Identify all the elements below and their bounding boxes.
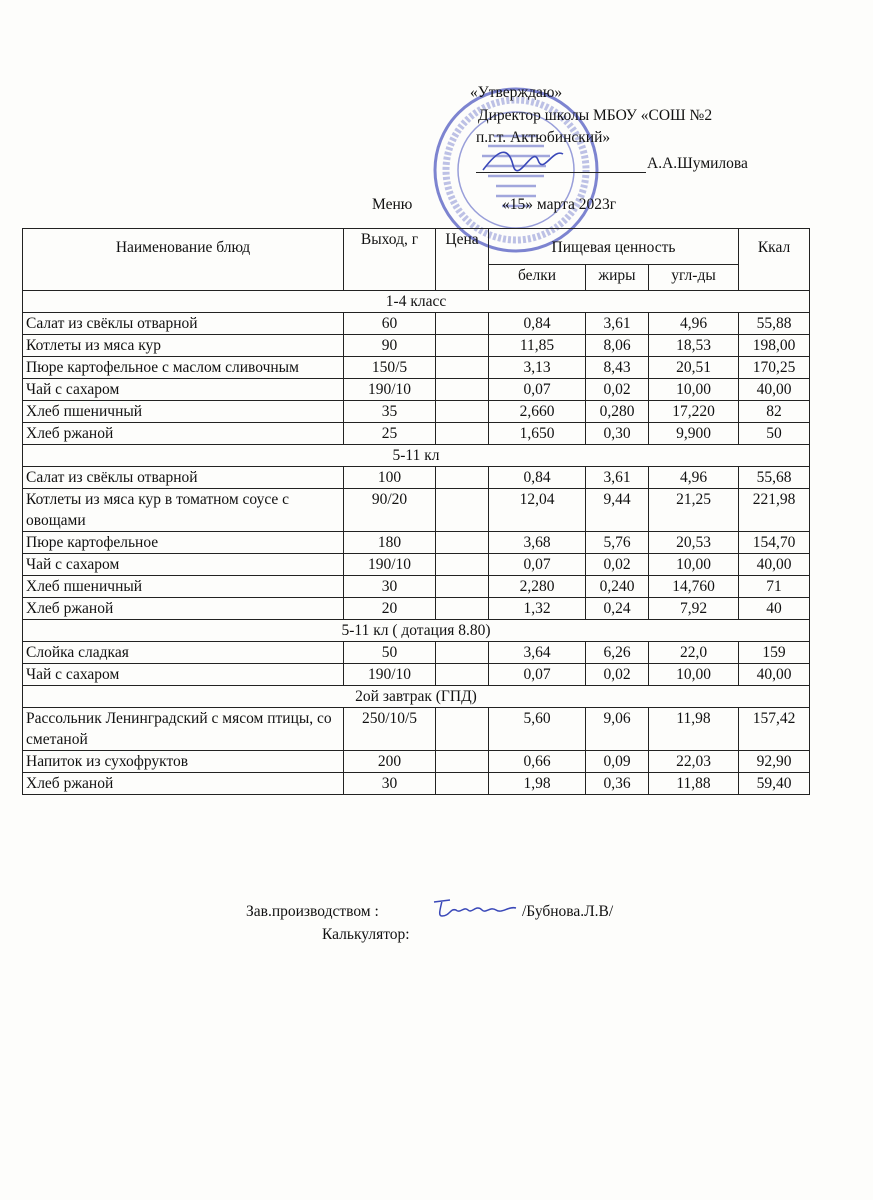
dish-proteins: 0,07 (489, 664, 586, 686)
dish-carbs: 10,00 (649, 554, 739, 576)
dish-price (436, 379, 489, 401)
dish-carbs: 4,96 (649, 467, 739, 489)
dish-kcal: 40,00 (739, 664, 810, 686)
dish-carbs: 22,0 (649, 642, 739, 664)
dish-proteins: 1,650 (489, 423, 586, 445)
dish-price (436, 489, 489, 532)
dish-name: Салат из свёклы отварной (23, 313, 344, 335)
dish-fats: 0,240 (586, 576, 649, 598)
dish-price (436, 335, 489, 357)
dish-kcal: 159 (739, 642, 810, 664)
dish-output: 190/10 (344, 379, 436, 401)
settlement-line: п.г.т. Актюбинский» (476, 129, 611, 146)
dish-proteins: 0,84 (489, 467, 586, 489)
dish-output: 100 (344, 467, 436, 489)
dish-name: Котлеты из мяса кур в томатном соусе с овощами (23, 489, 344, 532)
menu-date: «15» марта 2023г (502, 196, 617, 213)
section-row (23, 620, 810, 642)
header-kcal: Ккал (739, 229, 810, 291)
header-name: Наименование блюд (23, 229, 344, 291)
dish-kcal: 40,00 (739, 379, 810, 401)
dish-proteins: 11,85 (489, 335, 586, 357)
dish-proteins: 3,68 (489, 532, 586, 554)
director-name: А.А.Шумилова (647, 155, 748, 172)
section-row (23, 686, 810, 708)
header-carbs: угл-ды (649, 265, 739, 291)
dish-fats: 9,44 (586, 489, 649, 532)
dish-proteins: 3,13 (489, 357, 586, 379)
dish-fats: 0,280 (586, 401, 649, 423)
dish-proteins: 0,07 (489, 554, 586, 576)
dish-kcal: 50 (739, 423, 810, 445)
dish-carbs: 4,96 (649, 313, 739, 335)
dish-fats: 0,02 (586, 554, 649, 576)
dish-price (436, 554, 489, 576)
dish-proteins: 0,07 (489, 379, 586, 401)
dish-output: 250/10/5 (344, 708, 436, 751)
dish-fats: 3,61 (586, 467, 649, 489)
table-row (23, 708, 810, 751)
header-proteins: белки (489, 265, 586, 291)
dish-carbs: 11,98 (649, 708, 739, 751)
table-row (23, 313, 810, 335)
dish-price (436, 401, 489, 423)
dish-price (436, 532, 489, 554)
dish-carbs: 20,53 (649, 532, 739, 554)
dish-proteins: 2,660 (489, 401, 586, 423)
dish-kcal: 40,00 (739, 554, 810, 576)
dish-fats: 6,26 (586, 642, 649, 664)
dish-kcal: 40 (739, 598, 810, 620)
dish-name: Пюре картофельное с маслом сливочным (23, 357, 344, 379)
dish-proteins: 3,64 (489, 642, 586, 664)
table-row (23, 642, 810, 664)
dish-name: Слойка сладкая (23, 642, 344, 664)
dish-proteins: 12,04 (489, 489, 586, 532)
dish-name: Котлеты из мяса кур (23, 335, 344, 357)
dish-output: 190/10 (344, 664, 436, 686)
table-row (23, 773, 810, 795)
dish-output: 200 (344, 751, 436, 773)
dish-carbs: 14,760 (649, 576, 739, 598)
dish-price (436, 664, 489, 686)
dish-fats: 0,02 (586, 664, 649, 686)
dish-carbs: 21,25 (649, 489, 739, 532)
dish-fats: 8,06 (586, 335, 649, 357)
table-row (23, 379, 810, 401)
dish-fats: 0,09 (586, 751, 649, 773)
dish-price (436, 576, 489, 598)
dish-fats: 0,30 (586, 423, 649, 445)
dish-proteins: 0,66 (489, 751, 586, 773)
dish-carbs: 11,88 (649, 773, 739, 795)
menu-table (22, 228, 810, 795)
section-title: 2ой завтрак (ГПД) (23, 686, 810, 708)
dish-price (436, 423, 489, 445)
table-row (23, 598, 810, 620)
director-line: Директор школы МБОУ «СОШ №2 (478, 107, 713, 124)
section-title: 1-4 класс (23, 291, 810, 313)
section-title: 5-11 кл (23, 445, 810, 467)
dish-price (436, 467, 489, 489)
dish-price (436, 773, 489, 795)
dish-name: Хлеб ржаной (23, 598, 344, 620)
dish-price (436, 642, 489, 664)
dish-kcal: 157,42 (739, 708, 810, 751)
dish-proteins: 1,98 (489, 773, 586, 795)
calculator-label: Калькулятор: (322, 926, 410, 943)
dish-kcal: 170,25 (739, 357, 810, 379)
dish-carbs: 22,03 (649, 751, 739, 773)
dish-carbs: 17,220 (649, 401, 739, 423)
dish-fats: 5,76 (586, 532, 649, 554)
dish-carbs: 18,53 (649, 335, 739, 357)
dish-proteins: 1,32 (489, 598, 586, 620)
dish-output: 60 (344, 313, 436, 335)
header-output: Выход, г (344, 229, 436, 291)
dish-output: 35 (344, 401, 436, 423)
dish-name: Хлеб пшеничный (23, 401, 344, 423)
dish-output: 150/5 (344, 357, 436, 379)
dish-carbs: 7,92 (649, 598, 739, 620)
dish-carbs: 10,00 (649, 379, 739, 401)
dish-fats: 0,36 (586, 773, 649, 795)
menu-table-body (23, 291, 810, 795)
table-row (23, 467, 810, 489)
dish-name: Напиток из сухофруктов (23, 751, 344, 773)
dish-proteins: 0,84 (489, 313, 586, 335)
dish-kcal: 55,88 (739, 313, 810, 335)
dish-name: Пюре картофельное (23, 532, 344, 554)
dish-output: 25 (344, 423, 436, 445)
dish-price (436, 313, 489, 335)
director-signature (478, 140, 568, 176)
dish-carbs: 20,51 (649, 357, 739, 379)
dish-fats: 3,61 (586, 313, 649, 335)
dish-kcal: 82 (739, 401, 810, 423)
approve-label: «Утверждаю» (470, 84, 563, 101)
dish-name: Хлеб ржаной (23, 423, 344, 445)
dish-fats: 0,02 (586, 379, 649, 401)
dish-fats: 8,43 (586, 357, 649, 379)
production-signature (428, 894, 520, 922)
dish-name: Рассольник Ленинградский с мясом птицы, со сметаной (23, 708, 344, 751)
section-title: 5-11 кл ( дотация 8.80) (23, 620, 810, 642)
header-fats: жиры (586, 265, 649, 291)
dish-output: 90/20 (344, 489, 436, 532)
table-row (23, 576, 810, 598)
menu-label: Меню (372, 196, 413, 213)
dish-name: Чай с сахаром (23, 379, 344, 401)
dish-name: Салат из свёклы отварной (23, 467, 344, 489)
dish-name: Хлеб ржаной (23, 773, 344, 795)
header-nutrition: Пищевая ценность (489, 229, 739, 265)
table-row (23, 401, 810, 423)
dish-output: 50 (344, 642, 436, 664)
production-label: Зав.производством : (246, 903, 379, 920)
table-row (23, 357, 810, 379)
table-row (23, 751, 810, 773)
dish-output: 190/10 (344, 554, 436, 576)
dish-kcal: 92,90 (739, 751, 810, 773)
production-name: /Бубнова.Л.В/ (522, 903, 614, 920)
dish-fats: 9,06 (586, 708, 649, 751)
dish-output: 30 (344, 773, 436, 795)
dish-output: 30 (344, 576, 436, 598)
dish-name: Чай с сахаром (23, 664, 344, 686)
dish-output: 180 (344, 532, 436, 554)
table-row (23, 423, 810, 445)
table-row (23, 554, 810, 576)
dish-kcal: 55,68 (739, 467, 810, 489)
dish-kcal: 221,98 (739, 489, 810, 532)
dish-price (436, 751, 489, 773)
dish-kcal: 59,40 (739, 773, 810, 795)
dish-kcal: 71 (739, 576, 810, 598)
dish-carbs: 10,00 (649, 664, 739, 686)
dish-kcal: 154,70 (739, 532, 810, 554)
dish-price (436, 708, 489, 751)
table-row (23, 335, 810, 357)
dish-fats: 0,24 (586, 598, 649, 620)
dish-name: Чай с сахаром (23, 554, 344, 576)
section-row (23, 291, 810, 313)
header-price: Цена (436, 229, 489, 291)
table-row (23, 664, 810, 686)
table-row (23, 532, 810, 554)
section-row (23, 445, 810, 467)
dish-carbs: 9,900 (649, 423, 739, 445)
dish-output: 90 (344, 335, 436, 357)
dish-price (436, 357, 489, 379)
dish-proteins: 5,60 (489, 708, 586, 751)
dish-name: Хлеб пшеничный (23, 576, 344, 598)
table-row (23, 489, 810, 532)
dish-output: 20 (344, 598, 436, 620)
dish-proteins: 2,280 (489, 576, 586, 598)
dish-kcal: 198,00 (739, 335, 810, 357)
dish-price (436, 598, 489, 620)
